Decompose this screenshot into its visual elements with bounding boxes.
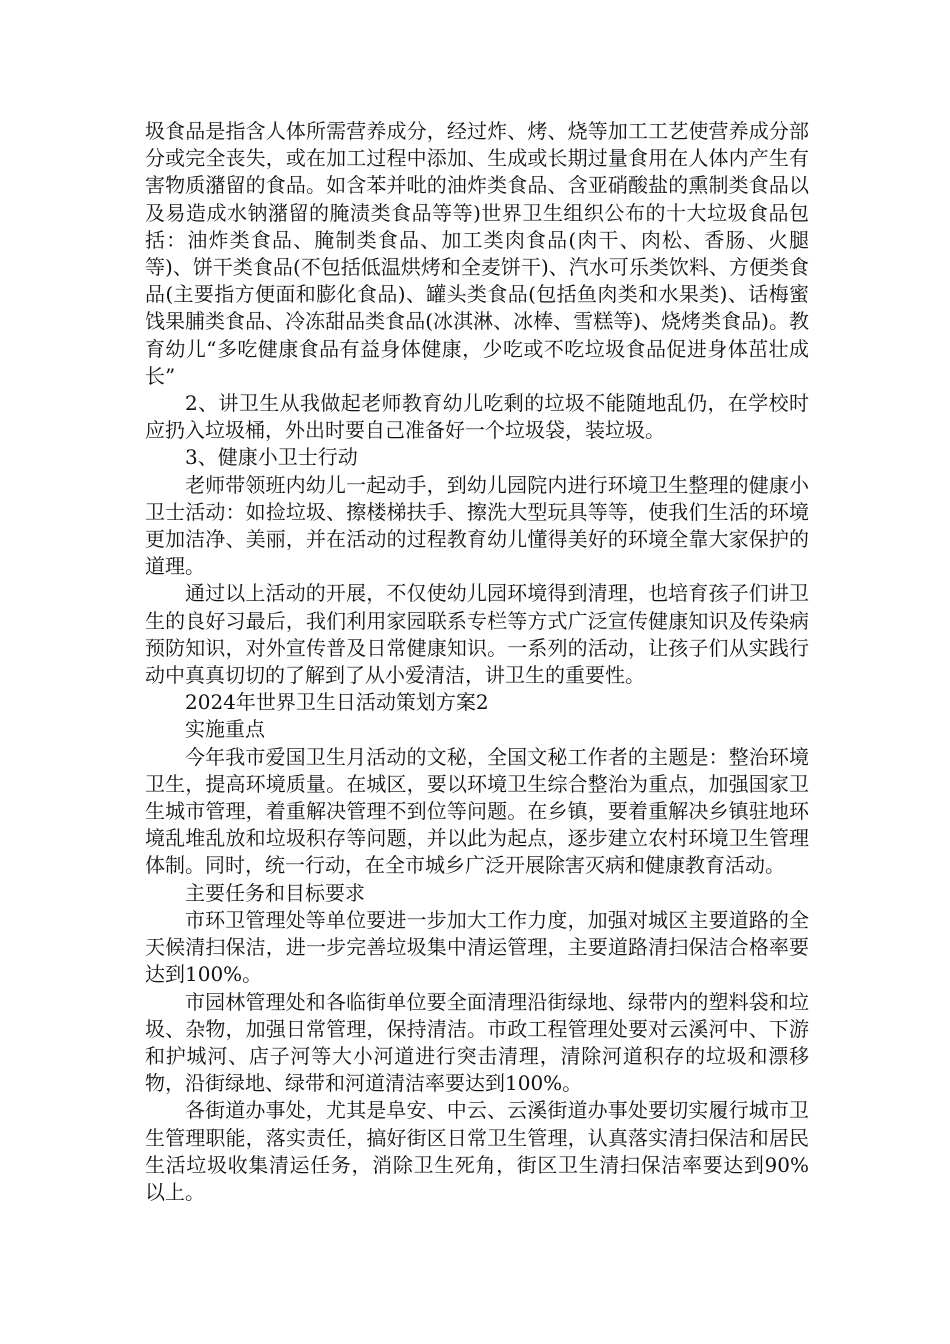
paragraph-health-guard-activity: 老师带领班内幼儿一起动手，到幼儿园院内进行环境卫生整理的健康小卫士活动：如捡垃圾、擦楼梯扶手、擦洗大型玩具等等，使我们生活的环境更加洁净、美丽，并在活动的过程教育幼儿懂得美好的环境全靠大家保护的道理。 — [145, 472, 809, 579]
document-body — [145, 118, 809, 1206]
paragraph-activity-summary: 通过以上活动的开展，不仅使幼儿园环境得到清理，也培育孩子们讲卫生的良好习最后，我们利用家园联系专栏等方式广泛宣传健康知识及传染病预防知识，对外宣传普及日常健康知识。一系列的活动，让孩子们从实践行动中真真切切的了解到了从小爱清洁，讲卫生的重要性。 — [145, 581, 809, 688]
paragraph-junk-food-definition: 圾食品是指含人体所需营养成分，经过炸、烤、烧等加工工艺使营养成分部分或完全丧失，或在加工过程中添加、生成或长期过量食用在人体内产生有害物质潴留的食品。如含苯并吡的油炸类食品、含亚硝酸盐的熏制类食品以及易造成水钠潴留的腌渍类食品等等)世界卫生组织公布的十大垃圾食品包括：油炸类食品、腌制类食品、加工类肉食品(肉干、肉松、香肠、火腿等)、饼干类食品(不包括低温烘烤和全麦饼干)、汽水可乐类饮料、方便类食品(主要指方便面和膨化食品)、罐头类食品(包括鱼肉类和水果类)、话梅蜜饯果脯类食品、冷冻甜品类食品(冰淇淋、冰棒、雪糕等)、烧烤类食品)。教育幼儿“多吃健康食品有益身体健康，少吃或不吃垃圾食品促进身体茁壮成长” — [145, 119, 809, 388]
paragraph-street-offices: 各街道办事处，尤其是阜安、中云、云溪街道办事处要切实履行城市卫生管理职能，落实责任，搞好街区日常卫生管理，认真落实清扫保洁和居民生活垃圾收集清运任务，消除卫生死角，街区卫生清扫保洁率要达到90%以上。 — [145, 1098, 809, 1204]
subheading-implementation-focus: 实施重点 — [185, 717, 265, 742]
subheading-health-guard-action: 3、健康小卫士行动 — [185, 445, 358, 470]
paragraph-garden-office: 市园林管理处和各临街单位要全面清理沿街绿地、绿带内的塑料袋和垃圾、杂物，加强日常管理，保持清洁。市政工程管理处要对云溪河中、下游和护城河、店子河等大小河道进行突击清理，清除河道积存的垃圾和漂移物，沿街绿地、绿带和河道清洁率要达到100%。 — [145, 989, 809, 1096]
paragraph-sanitation-office: 市环卫管理处等单位要进一步加大工作力度，加强对城区主要道路的全天候清扫保洁，进一步完善垃圾集中清运管理，主要道路清扫保洁合格率要达到100%。 — [145, 907, 809, 987]
paragraph-implementation-focus: 今年我市爱国卫生月活动的文秘，全国文秘工作者的主题是：整治环境卫生，提高环境质量。在城区，要以环境卫生综合整治为重点，加强国家卫生城市管理，着重解决管理不到位等问题。在乡镇，要着重解决乡镇驻地环境乱堆乱放和垃圾积存等问题，并以此为起点，逐步建立农村环境卫生管理体制。同时，统一行动，在全市城乡广泛开展除害灭病和健康教育活动。 — [145, 744, 809, 878]
subheading-main-tasks: 主要任务和目标要求 — [185, 880, 365, 905]
section-title-plan-2: 2024年世界卫生日活动策划方案2 — [185, 690, 489, 715]
paragraph-hygiene-from-me: 2、讲卫生从我做起老师教育幼儿吃剩的垃圾不能随地乱仍，在学校时应扔入垃圾桶，外出时要自己准备好一个垃圾袋，装垃圾。 — [145, 391, 809, 443]
